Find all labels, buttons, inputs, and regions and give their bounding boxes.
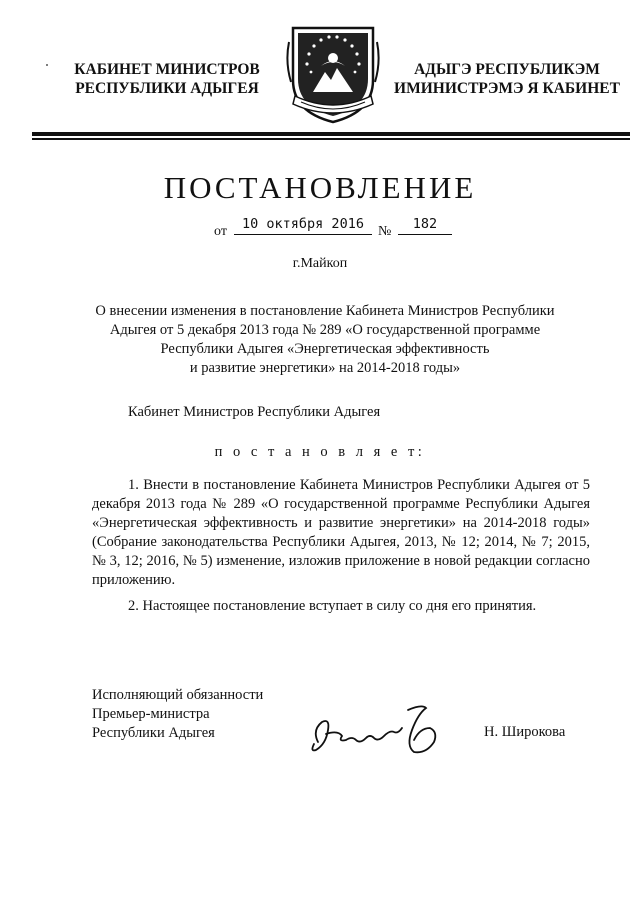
signatory-title bbox=[92, 686, 263, 743]
signatory-title-line: Исполняющий обязанности bbox=[92, 687, 264, 703]
issuer-name-russian-line2: РЕСПУБЛИКИ АДЫГЕЯ bbox=[75, 80, 259, 97]
header-divider-thin bbox=[32, 138, 630, 140]
coat-of-arms-icon bbox=[285, 22, 381, 126]
signatory-title-line: Премьер-министра bbox=[92, 706, 210, 722]
date-prefix: от bbox=[214, 224, 227, 239]
issuer-name-adyghe-line2: ИМИНИСТРЭМЭ Я КАБИНЕТ bbox=[394, 80, 620, 97]
issuer-name-adyghe bbox=[392, 60, 622, 98]
issuer-name-russian-line1: КАБИНЕТ МИНИСТРОВ bbox=[74, 61, 260, 78]
document-subject bbox=[60, 302, 590, 378]
city: г.Майкоп bbox=[292, 256, 348, 271]
paragraph-2: 2. Настоящее постановление вступает в силу со дня его принятия. bbox=[128, 598, 537, 614]
subject-line: и развитие энергетики» на 2014-2018 годы» bbox=[189, 360, 461, 376]
document-date: 10 октября 2016 bbox=[234, 216, 372, 235]
number-prefix: № bbox=[378, 224, 392, 239]
signer-name: Н. Широкова bbox=[484, 724, 566, 740]
paragraph-1: 1. Внести в постановление Кабинета Министров Республики Адыгея от 5 декабря 2013 года № 289 «О государственной программе Республики Адыгея «Энергетическая эффективность и развитие энергетики» на 2014-2018 годы» (Собрание законодательства Республики Адыгея, 2013, № 12; 2014, № 7; 2015, № 3, 12; 2016, № 5) изменение, изложив приложение в новой редакции согласно приложению. bbox=[92, 477, 590, 588]
scan-speck bbox=[46, 64, 48, 66]
signatory-title-line: Республики Адыгея bbox=[92, 725, 215, 741]
date-number-line bbox=[214, 216, 454, 240]
document-number: 182 bbox=[398, 216, 452, 235]
header-divider-thick bbox=[32, 132, 630, 136]
issuing-body: Кабинет Министров Республики Адыгея bbox=[128, 404, 381, 420]
subject-line: Адыгея от 5 декабря 2013 года № 289 «О государственной программе bbox=[109, 322, 541, 338]
issuer-name-russian bbox=[62, 60, 272, 98]
document-title: ПОСТАНОВЛЕНИЕ bbox=[163, 170, 477, 205]
issuer-name-adyghe-line1: АДЫГЭ РЕСПУБЛИКЭМ bbox=[414, 61, 600, 78]
resolves-word: п о с т а н о в л я е т: bbox=[214, 444, 426, 460]
subject-line: О внесении изменения в постановление Кабинета Министров Республики bbox=[95, 303, 555, 319]
signature-icon bbox=[308, 700, 446, 760]
subject-line: Республики Адыгея «Энергетическая эффективность bbox=[160, 341, 490, 357]
